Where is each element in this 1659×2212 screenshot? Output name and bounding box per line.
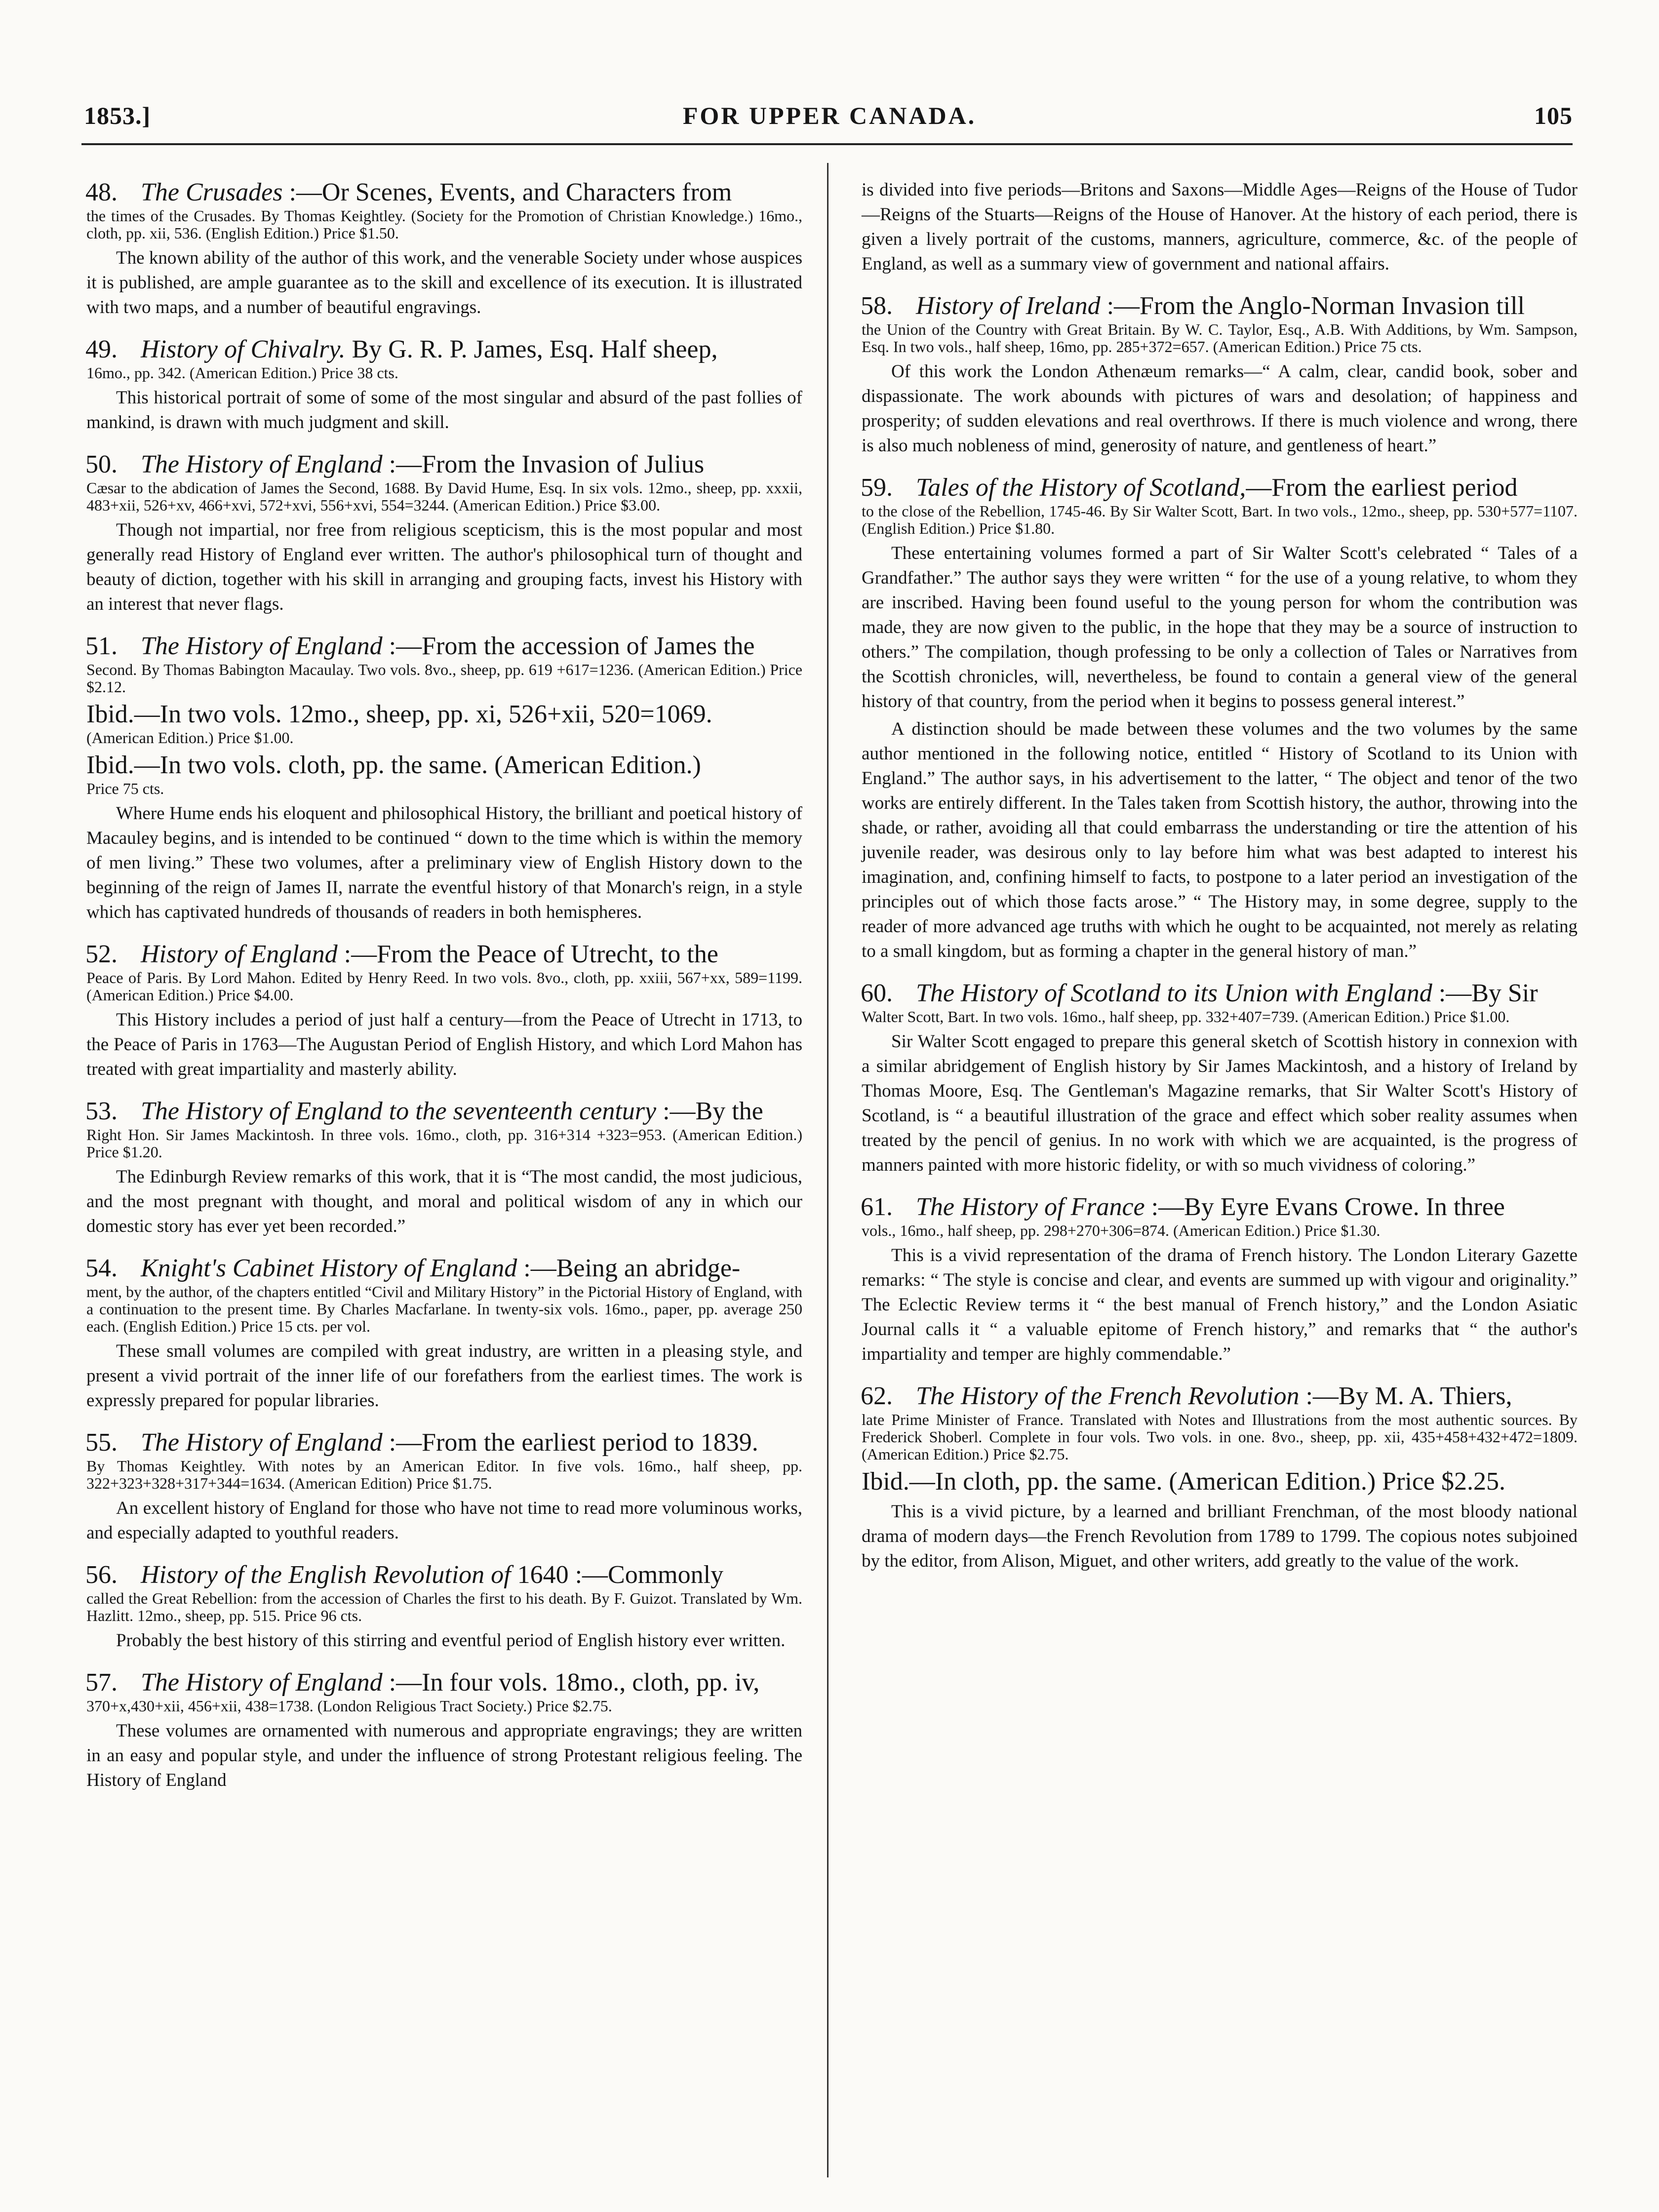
- entry-heading: [86, 1097, 802, 1126]
- entry-subtitle: :—From the accession of James the: [389, 632, 755, 660]
- entry-heading: [862, 1382, 1578, 1411]
- catalog-entry: [862, 1382, 1578, 1574]
- entry-title: History of England: [141, 940, 338, 968]
- entry-description: This is a vivid representation of the drama of French history. The London Literary Gazette remarks: “ The style is concise and clear, and events are summed up with vigour and originality.” The Eclectic Review terms it “ the best manual of French history,” and the London Asiatic Journal calls it “ a valuable epitome of French history,” and remarks that “ the author's impartiality and temper are highly commendable.”: [862, 1245, 1578, 1364]
- entry-description: These volumes are ornamented with numerous and appropriate engravings; they are written in an easy and popular style, and under the influence of strong Protestant religious feeling. The History of England: [86, 1721, 802, 1790]
- entry-heading: [86, 940, 802, 969]
- entry-description: Sir Walter Scott engaged to prepare this general sketch of Scottish history in connexion with a similar abridgement of English history by Sir James Mackintosh, and a history of Ireland by Thomas Moore, Esq. The Gentleman's Magazine remarks, that Sir Walter Scott's History of Scotland, is “ a beautiful illustration of the grace and effect which sober reality assumes when treated by the pencil of genius. In no work with which we are acquainted, is the progress of manners painted with more historic fidelity, or with so much vividness of coloring.”: [862, 1031, 1578, 1175]
- entry-description: Probably the best history of this stirring and eventful period of English history ever written.: [116, 1630, 786, 1651]
- entry-subtitle: :—In four vols. 18mo., cloth, pp. iv,: [389, 1668, 760, 1697]
- catalog-entry: [86, 450, 802, 617]
- entry-description: A distinction should be made between these volumes and the two volumes by the same author mentioned in the following notice, entitled “ History of Scotland to its Union with England.” The author says, in his advertisement to the latter, “ The object and tenor of the two works are entirely different. In the Tales taken from Scottish history, the author, throwing into the shade, or rather, avoiding all that could embarrass the understanding or tire the attention of his juvenile reader, was desirous only to lay before him what was best adapted to interest his imagination, and, confining himself to facts, to postpone to a later period an investigation of the principles out of which those facts arose.” “ The History may, in some degree, supply to the reader of more advanced age truths with which he ought to be acquainted, not merely as relating to a small kingdom, but as forming a chapter in the general history of man.”: [862, 719, 1578, 961]
- entry-number: 58.: [861, 292, 893, 320]
- right-column: [862, 178, 1578, 1588]
- entry-bibliography: Cæsar to the abdication of James the Second, 1688. By David Hume, Esq. In six vols. 12mo., sheep, pp. xxxii, 483+xii, 526+xv, 466+xvi, 572+xvi, 556+xvi, 554=3244. (American Edition.) Price $3.00.: [86, 479, 802, 514]
- entry-subtitle: :—From the earliest period to 1839.: [389, 1428, 758, 1457]
- header-rule: [81, 143, 1573, 145]
- catalog-entry: [86, 632, 802, 925]
- entry-description: An excellent history of England for those who have not time to read more voluminous works, and especially adapted to youthful readers.: [86, 1498, 802, 1543]
- entry-subtitle: :—Being an abridge-: [523, 1254, 741, 1282]
- entry-bibliography: vols., 16mo., half sheep, pp. 298+270+306=874. (American Edition.) Price $1.30.: [862, 1222, 1381, 1239]
- entry-number: 59.: [861, 474, 893, 502]
- entry-bibliography: 16mo., pp. 342. (American Edition.) Price 38 cts.: [86, 364, 398, 382]
- ibid-line: Ibid.—In two vols. cloth, pp. the same. (American Edition.): [86, 751, 701, 779]
- entry-heading: [86, 1254, 802, 1283]
- entry-title: The History of England: [141, 632, 383, 660]
- entry-subtitle: 1640 :—Commonly: [517, 1561, 724, 1589]
- entry-subtitle: :—Or Scenes, Events, and Characters from: [289, 178, 732, 206]
- catalog-entry: [86, 1254, 802, 1413]
- column-divider: [827, 163, 829, 2177]
- ibid-line: Ibid.—In cloth, pp. the same. (American Edition.) Price $2.25.: [862, 1467, 1506, 1496]
- entry-title: History of Ireland: [916, 292, 1101, 320]
- ibid-bibliography: Price 75 cts.: [86, 780, 164, 797]
- entry-heading: [862, 473, 1578, 503]
- header-year: 1853.]: [84, 102, 151, 129]
- entry-number: 49.: [85, 335, 118, 363]
- entry-bibliography: Second. By Thomas Babington Macaulay. Two vols. 8vo., sheep, pp. 619 +617=1236. (American Edition.) Price $2.12.: [86, 661, 802, 696]
- entry-number: 55.: [85, 1428, 118, 1457]
- entry-title: History of Chivalry.: [141, 335, 346, 363]
- entry-subtitle: —From the earliest period: [1246, 474, 1518, 502]
- entry-title: Tales of the History of Scotland,: [916, 474, 1246, 502]
- entry-subtitle: :—By the: [663, 1097, 763, 1125]
- entry-bibliography: to the close of the Rebellion, 1745-46. By Sir Walter Scott, Bart. In two vols., 12mo., sheep, pp. 530+577=1107. (English Edition.) Price $1.80.: [862, 502, 1578, 537]
- entry-bibliography: By Thomas Keightley. With notes by an American Editor. In five vols. 16mo., half sheep, pp. 322+323+328+317+344=1634. (American Edition) Price $1.75.: [86, 1457, 802, 1492]
- catalog-entry: [86, 178, 802, 320]
- entry-title: The History of England: [141, 1668, 383, 1697]
- entry-description: Of this work the London Athenæum remarks—“ A calm, clear, candid book, sober and dispassionate. The work abounds with pictures of wars and desolation; of happiness and prosperity; of sudden elevations and real overthrows. If there is much violence and wrong, there is also much nobleness of mind, generosity of nature, and gentleness of heart.”: [862, 361, 1578, 456]
- catalog-entry: [86, 335, 802, 435]
- ibid-bibliography: (American Edition.) Price $1.00.: [86, 729, 294, 747]
- entry-heading: [86, 450, 802, 479]
- entry-continuation: is divided into five periods—Britons and Saxons—Middle Ages—Reigns of the House of Tudor—Reigns of the Stuarts—Reigns of the House of Hanover. At the history of each period, there is given a lively portrait of the customs, manners, agriculture, commerce, &c. of the people of England, as well as a summary view of government and national affairs.: [862, 180, 1578, 274]
- entry-title: The History of England: [141, 450, 383, 478]
- entry-description: These small volumes are compiled with great industry, are written in a pleasing style, and present a vivid portrait of the inner life of our forefathers from the earliest times. The work is expressly prepared for popular libraries.: [86, 1341, 802, 1411]
- catalog-entry: [862, 1192, 1578, 1367]
- entry-number: 62.: [861, 1382, 893, 1410]
- entry-bibliography: the Union of the Country with Great Britain. By W. C. Taylor, Esq., A.B. With Additions, by Wm. Sampson, Esq. In two vols., half sheep, 16mo, pp. 285+372=657. (American Edition.) Price 75 cts.: [862, 320, 1578, 356]
- entry-number: 60.: [861, 979, 893, 1007]
- ibid-line: Ibid.—In two vols. 12mo., sheep, pp. xi, 526+xii, 520=1069.: [86, 700, 712, 728]
- catalog-entry: [86, 1428, 802, 1545]
- entry-heading: [86, 1668, 802, 1698]
- entry-subtitle: :—By Eyre Evans Crowe. In three: [1151, 1193, 1505, 1221]
- catalog-entry: [862, 473, 1578, 964]
- entry-subtitle: :—By Sir: [1438, 979, 1538, 1007]
- entry-subtitle: :—From the Invasion of Julius: [389, 450, 705, 478]
- entry-title: The History of the French Revolution: [916, 1382, 1300, 1410]
- entry-number: 54.: [85, 1254, 118, 1282]
- entry-heading: [862, 1192, 1578, 1222]
- entry-description: The Edinburgh Review remarks of this work, that it is “The most candid, the most judicious, and the most pregnant with thought, and moral and political wisdom of any in which our domestic story has ever yet been recorded.”: [86, 1167, 802, 1236]
- entry-number: 50.: [85, 450, 118, 478]
- entry-number: 48.: [85, 178, 118, 206]
- page-number: 105: [1534, 102, 1573, 129]
- entry-heading: [86, 632, 802, 661]
- header-title: FOR UPPER CANADA.: [682, 102, 977, 129]
- entry-title: The History of France: [916, 1193, 1145, 1221]
- entry-title: Knight's Cabinet History of England: [141, 1254, 517, 1282]
- entry-bibliography: ment, by the author, of the chapters entitled “Civil and Military History” in the Pictorial History of England, with a continuation to the present time. By Charles Macfarlane. In twenty-six vols. 16mo., paper, pp. average 250 each. (English Edition.) Price 15 cts. per vol.: [86, 1283, 802, 1335]
- entry-bibliography: called the Great Rebellion: from the accession of Charles the first to his death. By F. Guizot. Translated by Wm. Hazlitt. 12mo., sheep, pp. 515. Price 96 cts.: [86, 1589, 802, 1624]
- entry-heading: [862, 291, 1578, 321]
- entry-title: The Crusades: [141, 178, 283, 206]
- entry-subtitle: :—By M. A. Thiers,: [1305, 1382, 1512, 1410]
- entry-heading: [86, 335, 802, 364]
- entry-heading: [86, 1560, 802, 1590]
- entry-heading: [862, 979, 1578, 1008]
- entry-description: This History includes a period of just half a century—from the Peace of Utrecht in 1713, to the Peace of Paris in 1763—The Augustan Period of English History, and which Lord Mahon has treated with great impartiality and masterly ability.: [86, 1010, 802, 1079]
- entry-bibliography: 370+x,430+xii, 456+xii, 438=1738. (London Religious Tract Society.) Price $2.75.: [86, 1697, 612, 1715]
- entry-title: The History of Scotland to its Union with England: [916, 979, 1432, 1007]
- left-column: [86, 178, 802, 1808]
- entry-description: Though not impartial, nor free from religious scepticism, this is the most popular and most generally read History of England ever written. The author's philosophical turn of thought and beauty of diction, together with his skill in arranging and grouping facts, invest his History with an interest that never flags.: [86, 520, 802, 614]
- entry-subtitle: :—From the Anglo-Norman Invasion till: [1106, 292, 1525, 320]
- catalog-entry: [86, 1668, 802, 1793]
- entry-bibliography: late Prime Minister of France. Translated with Notes and Illustrations from the most authentic sources. By Frederick Shoberl. Complete in four vols. Two vols. in one. 8vo., sheep, pp. xii, 435+458+432+472=1809. (American Edition.) Price $2.75.: [862, 1411, 1578, 1463]
- entry-bibliography: Right Hon. Sir James Mackintosh. In three vols. 16mo., cloth, pp. 316+314 +323=953. (American Edition.) Price $1.20.: [86, 1126, 802, 1161]
- entry-number: 57.: [85, 1668, 118, 1697]
- entry-description: The known ability of the author of this work, and the venerable Society under whose auspices it is published, are ample guarantee as to the skill and excellence of its execution. It is illustrated with two maps, and a number of beautiful engravings.: [86, 248, 802, 317]
- catalog-entry: [86, 1560, 802, 1653]
- entry-number: 61.: [861, 1193, 893, 1221]
- entry-description: Where Hume ends his eloquent and philosophical History, the brilliant and poetical history of Macauley begins, and is intended to be continued “ down to the time which is within the memory of men living.” These two volumes, after a preliminary view of English History down to the beginning of the reign of James II, narrate the eventful history of that Monarch's reign, in a style which has captivated hundreds of thousands of readers in both hemispheres.: [86, 803, 802, 922]
- entry-subtitle: :—From the Peace of Utrecht, to the: [344, 940, 718, 968]
- entry-bibliography: Peace of Paris. By Lord Mahon. Edited by Henry Reed. In two vols. 8vo., cloth, pp. xxiii, 567+xx, 589=1199. (American Edition.) Price $4.00.: [86, 969, 802, 1004]
- entry-description: This is a vivid picture, by a learned and brilliant Frenchman, of the most bloody national drama of modern days—the French Revolution from 1789 to 1799. The copious notes subjoined by the editor, from Alison, Miguet, and other writers, add greatly to the value of the work.: [862, 1501, 1578, 1571]
- catalog-entry: [86, 1097, 802, 1239]
- entry-title: History of the English Revolution of: [141, 1561, 511, 1589]
- entry-bibliography: Walter Scott, Bart. In two vols. 16mo., half sheep, pp. 332+407=739. (American Edition.) Price $1.00.: [862, 1008, 1510, 1026]
- entry-title: The History of England: [141, 1428, 383, 1457]
- entry-subtitle: By G. R. P. James, Esq. Half sheep,: [352, 335, 718, 363]
- entry-number: 56.: [85, 1561, 118, 1589]
- entry-heading: [86, 1428, 802, 1458]
- entry-bibliography: the times of the Crusades. By Thomas Keightley. (Society for the Promotion of Christian Knowledge.) 16mo., cloth, pp. xii, 536. (English Edition.) Price $1.50.: [86, 207, 802, 242]
- entry-heading: [86, 178, 802, 207]
- entry-description: This historical portrait of some of some of the most singular and absurd of the past follies of mankind, is drawn with much judgment and skill.: [86, 388, 802, 433]
- entry-title: The History of England to the seventeenth century: [141, 1097, 657, 1125]
- entry-description: These entertaining volumes formed a part of Sir Walter Scott's celebrated “ Tales of a Grandfather.” The author says they were written “ for the use of a young relative, to whom they are inscribed. Having been found useful to the young person for whom the contribution was made, they are now given to the public, in the hope that they may be a source of instruction to others.” The compilation, though professing to be only a collection of Tales or Narratives from the Scottish chronicles, will, nevertheless, be found to contain a general view of the general history of that country, from the period when it begins to possess general interest.”: [862, 543, 1578, 711]
- catalog-entry: [862, 979, 1578, 1178]
- catalog-entry: [86, 940, 802, 1082]
- entry-number: 52.: [85, 940, 118, 968]
- entry-number: 53.: [85, 1097, 118, 1125]
- entry-number: 51.: [85, 632, 118, 660]
- catalog-entry: [862, 291, 1578, 458]
